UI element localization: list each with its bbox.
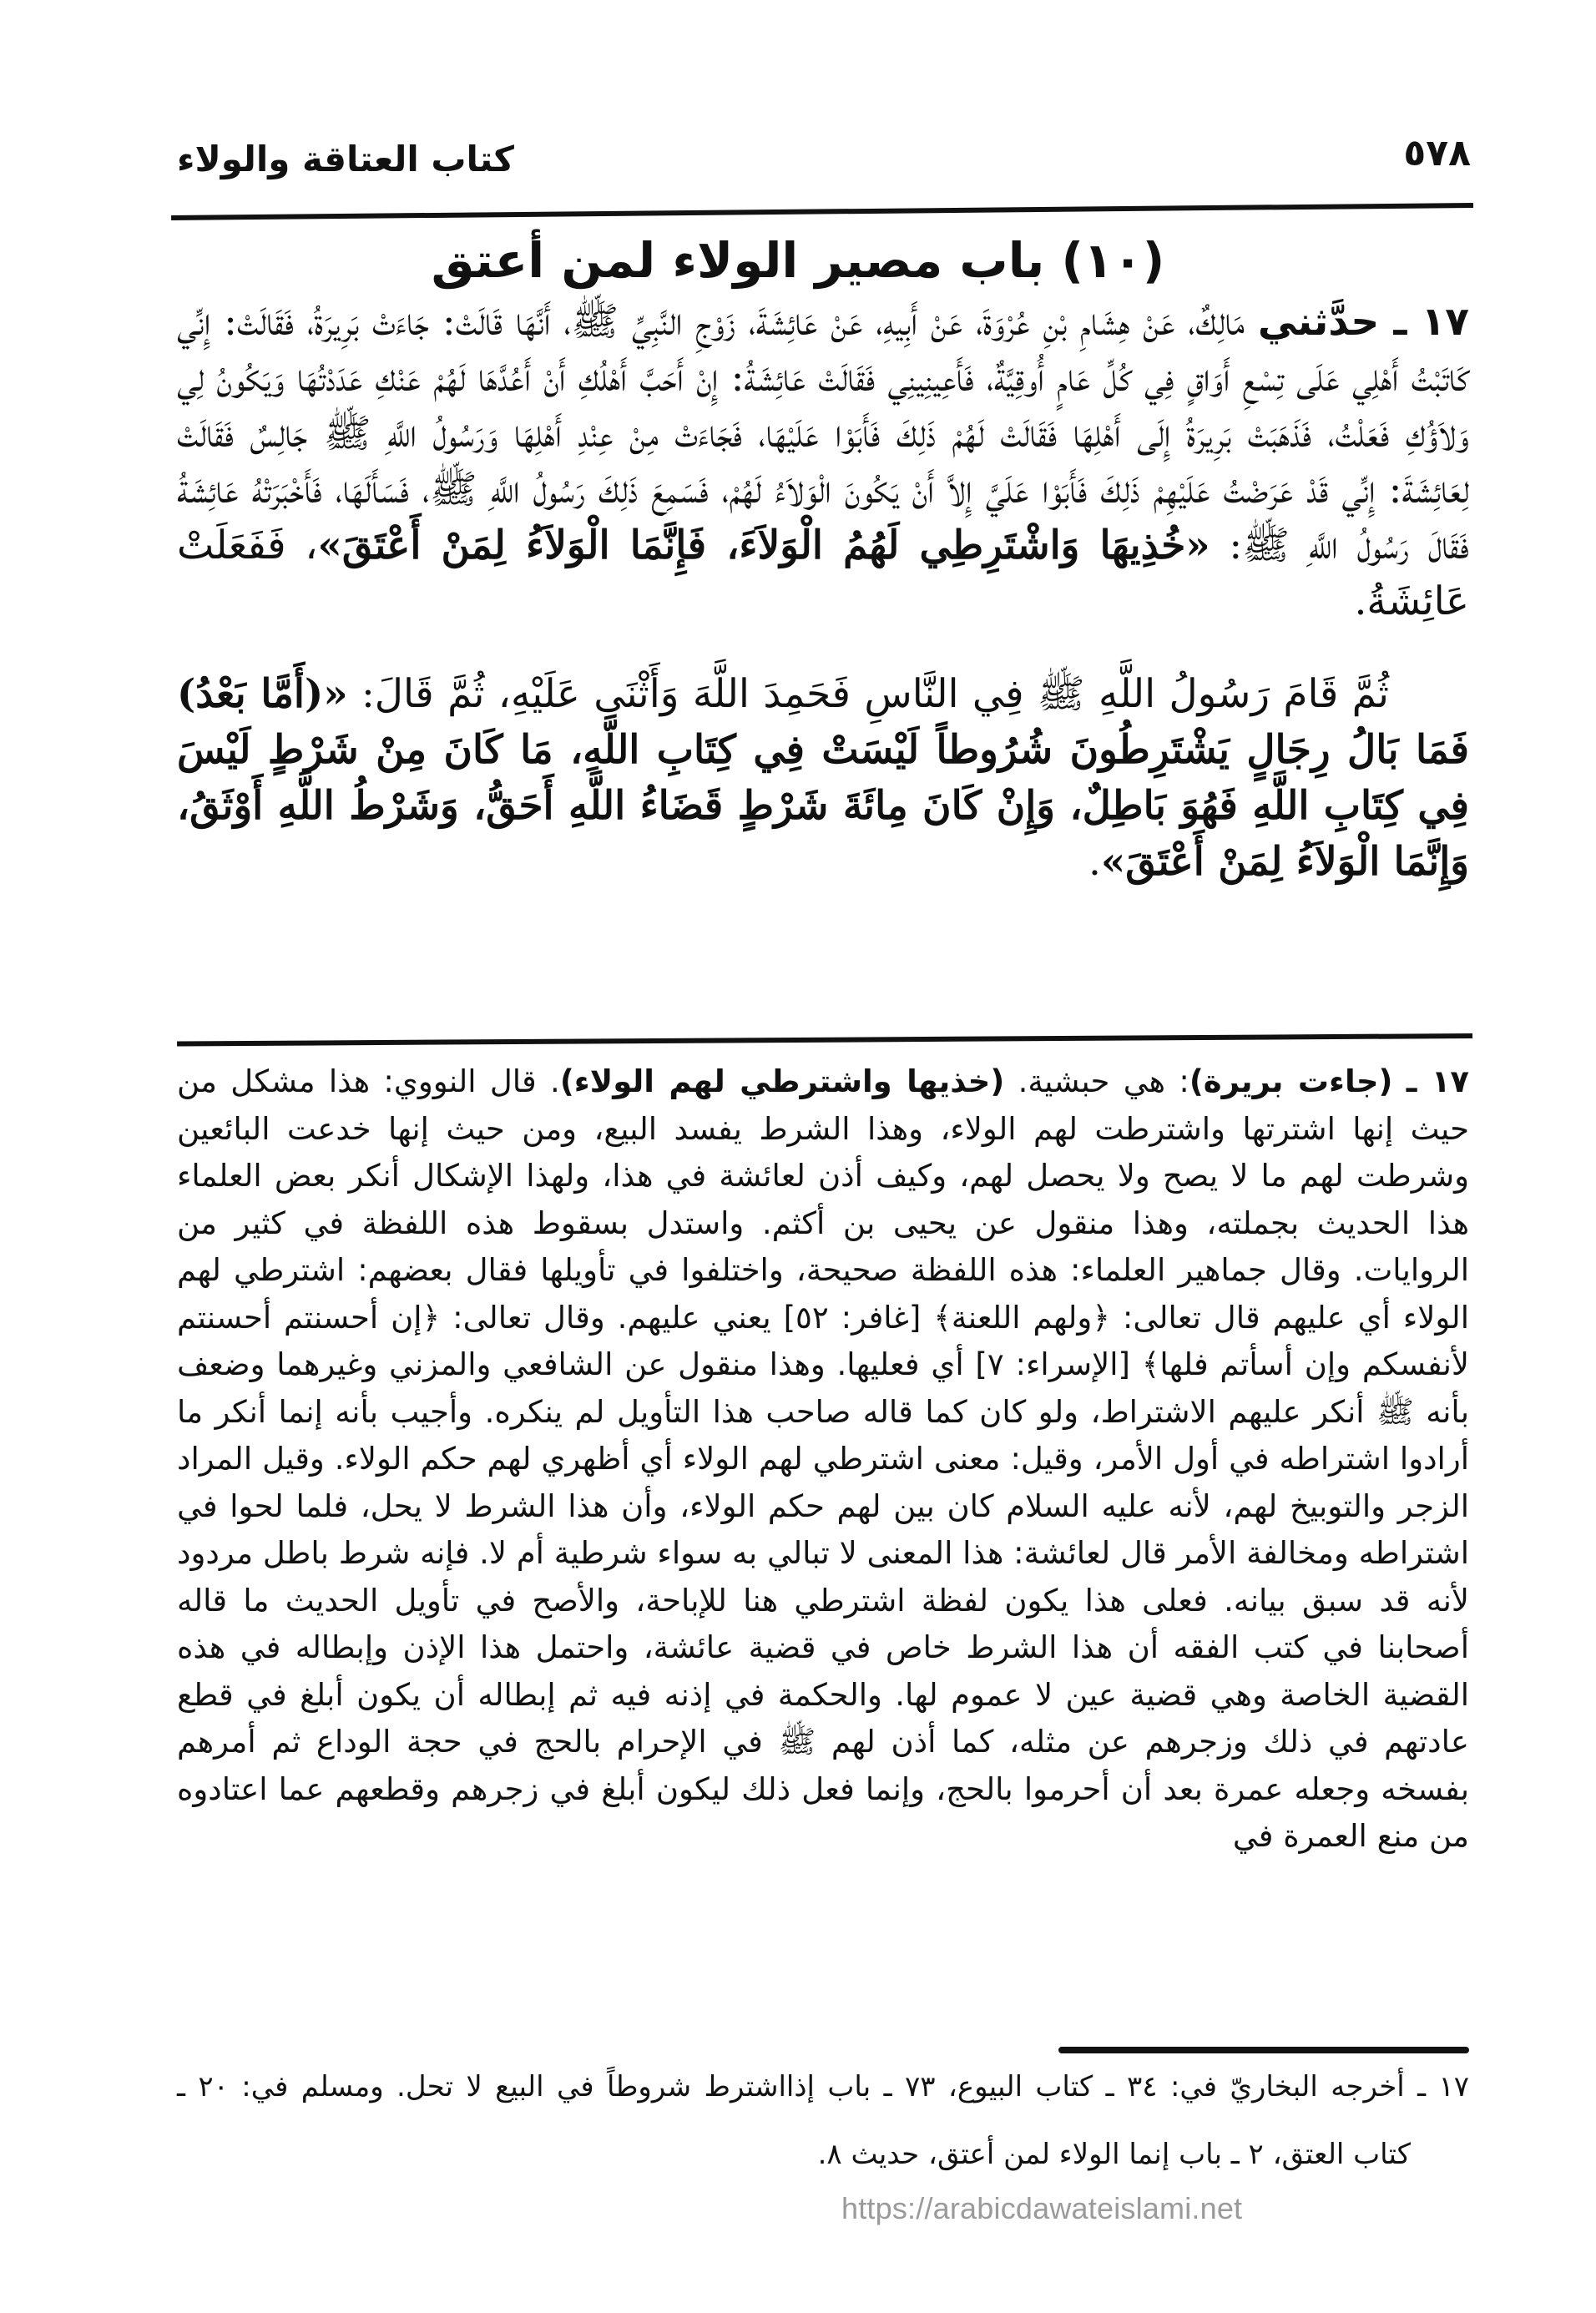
running-header (177, 125, 1471, 192)
hadith-ending: ، فَفَعَلَتْ عَائِشَةُ. (177, 523, 1469, 624)
commentary-body: . قال النووي: هذا مشكل من حيث إنها اشترتها واشترطت لهم الولاء، وهذا الشرط يفسد البيع، ومن حيث إنها خدعت البائعين وشرطت لهم ما لا يصح ولا يحصل لهم، وكيف أذن لعائشة في هذا، ولهذا الإشكال أنكر بعض العلماء هذا الحديث بجملته، وهذا منقول عن يحيى بن أكثم. واستدل بسقوط هذه اللفظة في كثير من الروايات. وقال جماهير العلماء: هذه اللفظة صحيحة، واختلفوا في تأويلها فقال بعضهم: اشترطي لهم الولاء أي عليهم قال تعالى: ﴿ولهم اللعنة﴾ [غافر: ٥٢] يعني عليهم. وقال تعالى: ﴿إن أحسنتم أحسنتم لأنفسكم وإن أسأتم فلها﴾ [الإسراء: ٧] أي فعليها. وهذا منقول عن الشافعي والمزني وغيرهما وضعف بأنه ﷺ أنكر عليهم الاشتراط، ولو كان كما قاله صاحب هذا التأويل لم ينكره. وأجيب بأنه إنما أنكر ما أرادوا اشتراطه في أول الأمر، وقيل: معنى اشترطي لهم الولاء أي أظهري لهم حكم الولاء. وقيل المراد الزجر والتوبيخ لهم، لأنه عليه السلام كان بين لهم حكم الولاء، وأن هذا الشرط لا يحل، فلما لحوا في اشتراطه ومخالفة الأمر قال لعائشة: هذا المعنى لا تبالي به سواء شرطية أم لا. فإنه شرط باطل مردود لأنه قد سبق بيانه. فعلى هذا يكون لفظة اشترطي هنا للإباحة، والأصح في تأويل الحديث ما قاله أصحابنا في كتب الفقه أن هذا الشرط خاص في قضية عائشة، واحتمل هذا الإذن وإبطاله في هذه القضية الخاصة وهي قضية عين لا عموم لها. والحكمة في إذنه فيه ثم إبطاله أن يكون أبلغ في قطع عادتهم في ذلك وزجرهم عن مثله، كما أذن لهم ﷺ في الإحرام بالحج في حجة الوداع ثم أمرهم بفسخه وجعله عمرة بعد أن أحرموا بالحج، وإنما فعل ذلك ليكون أبلغ في زجرهم وقطعهم عما اعتادوه من منع العمرة في (177, 1063, 1469, 1854)
hadith-text (177, 294, 1469, 890)
prophet-sermon: «(أَمَّا بَعْدُ) فَمَا بَالُ رِجَالٍ يَشْتَرِطُونَ شُرُوطاً لَيْسَتْ فِي كِتَابِ اللَّهِ، مَا كَانَ مِنْ شَرْطٍ لَيْسَ فِي كِتَابِ اللَّهِ فَهُوَ بَاطِلٌ، وَإِنْ كَانَ مِائَةَ شَرْطٍ قَضَاءُ اللَّهِ أَحَقُّ، وَشَرْطُ اللَّهِ أَوْثَقُ، وَإِنَّمَا الْوَلاَءُ لِمَنْ أَعْتَقَ» (177, 671, 1469, 885)
sermon-ending: . (1088, 839, 1101, 885)
footnote-line-2: كتاب العتق، ٢ ـ باب إنما الولاء لمن أعتق، حديث ٨. (817, 2137, 1411, 2171)
prophet-saying: «خُذِيهَا وَاشْتَرِطِي لَهُمُ الْوَلاَءَ، فَإِنَّمَا الْوَلاَءُ لِمَنْ أَعْتَقَ» (317, 523, 1210, 568)
commentary-divider (177, 1033, 1472, 1046)
hadith-paragraph-1 (177, 294, 1469, 629)
sermon-intro: ثُمَّ قَامَ رَسُولُ اللَّهِ ﷺ فِي النَّاسِ فَحَمِدَ اللَّهَ وَأَثْنَى عَلَيْهِ، ثُمَّ قَالَ: (347, 671, 1389, 717)
footnote-reference (177, 2070, 1469, 2172)
running-title: كتاب العتاقة والولاء (177, 139, 514, 179)
hadith-paragraph-2 (177, 666, 1469, 890)
header-divider (171, 203, 1473, 220)
commentary-term-2: (خذيها واشترطي لهم الولاء) (559, 1063, 1005, 1099)
page-number: ٥٧٨ (1403, 132, 1471, 174)
chapter-title: (١٠) باب مصير الولاء لمن أعتق (431, 232, 1165, 289)
commentary-term-1: (جاءت بريرة) (1189, 1063, 1393, 1099)
watermark-url: https://arabicdawateislami.net (841, 2191, 1243, 2225)
footnote-divider (1058, 2047, 1469, 2053)
commentary-gloss-1: : هي حبشية. (1004, 1063, 1189, 1099)
commentary (177, 1058, 1469, 1861)
footnote-line-1: ١٧ ـ أخرجه البخاريّ في: ٣٤ ـ كتاب البيوع، ٧٣ ـ باب إذااشترط شروطاً في البيع لا تحل. ومسلم في: ٢٠ ـ (177, 2070, 1469, 2103)
hadith-lead-word: حدَّثني (1257, 299, 1380, 345)
hadith-number: ١٧ ـ (1393, 299, 1469, 345)
hadith-isnad-and-narrative: مَالِكٌ، عَنْ هِشَامِ بْنِ عُرْوَةَ، عَنْ أَبِيهِ، عَنْ عَائِشَةَ، زَوْجِ النَّبِيِّ ﷺ، أَنَّهَا قَالَتْ: جَاءَتْ بَرِيرَةُ، فَقَالَتْ: إِنِّي كَاتَبْتُ أَهْلِي عَلَى تِسْعِ أَوَاقٍ فِي كُلِّ عَامٍ أُوقِيَّةٌ، فَأَعِينِينِي فَقَالَتْ عَائِشَةُ: إِنْ أَحَبَّ أَهْلُكِ أَنْ أَعُدَّهَا لَهُمْ عَنْكِ عَدَدْتُهَا وَيَكُونُ لِي وَلاَؤُكِ فَعَلْتُ، فَذَهَبَتْ بَرِيرَةُ إِلَى أَهْلِهَا فَقَالَتْ لَهُمْ ذَلِكَ فَأَبَوْا عَلَيْهَا، فَجَاءَتْ مِنْ عِنْدِ أَهْلِهَا وَرَسُولُ اللَّهِ ﷺ جَالِسٌ فَقَالَتْ لِعَائِشَةَ: إِنِّي قَدْ عَرَضْتُ عَلَيْهِمْ ذَلِكَ فَأَبَوْا عَلَيَّ إِلاَّ أَنْ يَكُونَ الْوَلاَءُ لَهُمْ، فَسَمِعَ ذَلِكَ رَسُولُ اللَّهِ ﷺ، فَسَأَلَهَا، فَأَخْبَرَتْهُ عَائِشَةُ فَقَالَ رَسُولُ اللَّهِ ﷺ: (177, 299, 1469, 568)
commentary-paragraph (177, 1058, 1469, 1861)
commentary-number: ١٧ ـ (1406, 1063, 1470, 1099)
